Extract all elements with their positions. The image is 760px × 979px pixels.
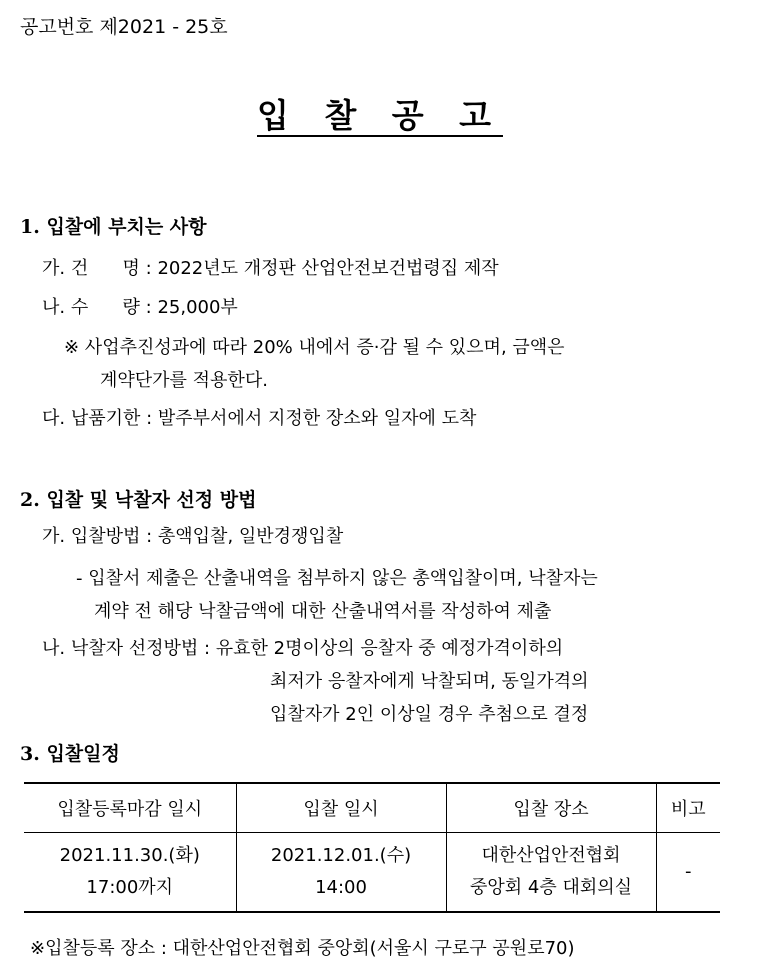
section3-heading: 3. 입찰일정 <box>20 743 120 765</box>
footer-note: ※입찰등록 장소 : 대한산업안전협회 중앙회(서울시 구로구 공원로70) <box>30 938 575 959</box>
schedule-table <box>24 782 720 913</box>
section1-heading: 1. 입찰에 부치는 사항 <box>20 216 207 238</box>
place-line1: 대한산업안전협회 <box>481 845 621 866</box>
section1-item-quantity: 나. 수 량 : 25,000부 <box>42 297 238 318</box>
cell-place <box>446 833 656 913</box>
cell-bid-time <box>236 833 446 913</box>
bid-time: 14:00 <box>315 877 367 898</box>
column-header-deadline: 입찰등록마감 일시 <box>24 783 236 833</box>
place-line2: 중앙회 4층 대회의실 <box>470 877 632 898</box>
page-title-text: 입 찰 공 고 <box>257 96 503 135</box>
section1-note-line1: ※ 사업추진성과에 따라 20% 내에서 증·감 될 수 있으며, 금액은 <box>64 337 565 358</box>
section1-note-line2: 계약단가를 적용한다. <box>100 370 268 391</box>
section2-item-selection: 나. 낙찰자 선정방법 : 유효한 2명이상의 응찰자 중 예정가격이하의 <box>42 638 564 659</box>
section2-item-method: 가. 입찰방법 : 총액입찰, 일반경쟁입찰 <box>42 526 344 547</box>
section1-item-name: 가. 건 명 : 2022년도 개정판 산업안전보건법령집 제작 <box>42 258 499 279</box>
cell-deadline <box>24 833 236 913</box>
column-header-place: 입찰 장소 <box>446 783 656 833</box>
deadline-time: 17:00까지 <box>86 877 174 898</box>
deadline-date: 2021.11.30.(화) <box>59 845 200 866</box>
section2-heading: 2. 입찰 및 낙찰자 선정 방법 <box>20 489 257 511</box>
section2-dash-line1: - 입찰서 제출은 산출내역을 첨부하지 않은 총액입찰이며, 낙찰자는 <box>76 568 598 589</box>
bid-date: 2021.12.01.(수) <box>270 845 412 866</box>
notice-number: 공고번호 제2021 - 25호 <box>20 16 228 38</box>
section1-item-delivery: 다. 납품기한 : 발주부서에서 지정한 장소와 일자에 도착 <box>42 408 477 429</box>
cell-remark: - <box>656 833 720 913</box>
section2-dash-line2: 계약 전 해당 낙찰금액에 대한 산출내역서를 작성하여 제출 <box>94 601 552 622</box>
page-title <box>0 90 760 137</box>
section2-selection-line2: 최저가 응찰자에게 낙찰되며, 동일가격의 <box>270 671 589 692</box>
column-header-bid-time: 입찰 일시 <box>236 783 446 833</box>
section2-selection-line3: 입찰자가 2인 이상일 경우 추첨으로 결정 <box>270 704 589 725</box>
table-row <box>24 833 720 913</box>
table-header-row <box>24 783 720 833</box>
column-header-remark: 비고 <box>656 783 720 833</box>
